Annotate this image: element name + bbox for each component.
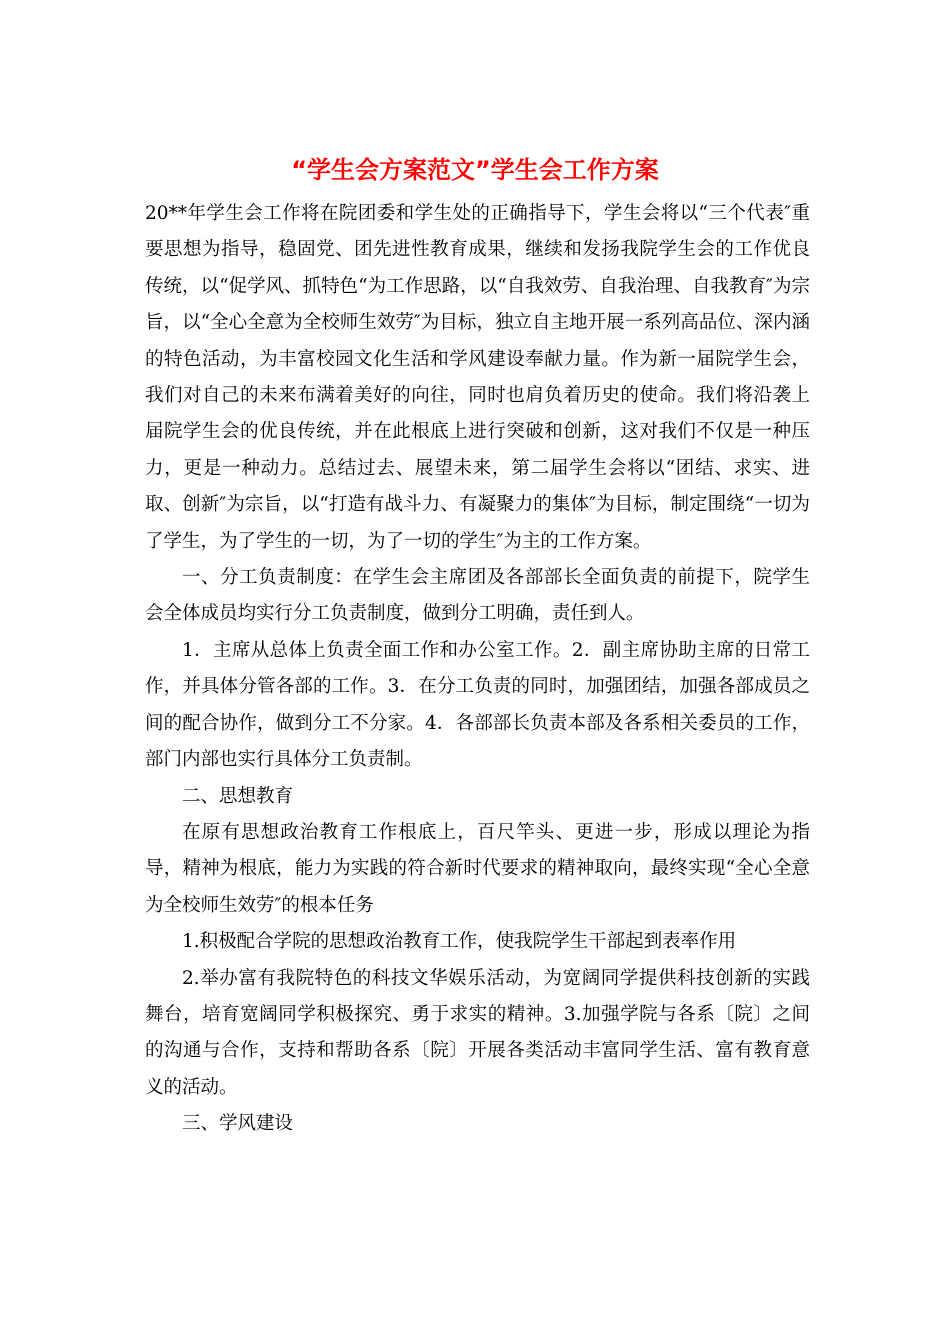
section-heading: 三、学风建设 bbox=[182, 1113, 294, 1135]
document-body bbox=[145, 196, 810, 1143]
section-paragraph: 1.积极配合学院的思想政治教育工作，使我院学生干部起到表率作用 bbox=[182, 931, 737, 953]
section-paragraph: 2.举办富有我院特色的科技文华娱乐活动，为宽阔同学提供科技创新的实践舞台，培育宽阔同学积极探究、勇于求实的精神。3.加强学院与各系〔院〕之间的沟通与合作，支持和帮助各系〔院〕开展各类活动丰富同学生活、富有教育意义的活动。 bbox=[145, 967, 810, 1098]
section-heading: 二、思想教育 bbox=[182, 785, 294, 807]
intro-paragraph: 20**年学生会工作将在院团委和学生处的正确指导下，学生会将以“三个代表″重要思想为指导，稳固党、团先进性教育成果，继续和发扬我院学生会的工作优良传统，以“促学风、抓特色“为工作思路，以“自我效劳、自我治理、自我教育″为宗旨，以“全心全意为全校师生效劳″为目标，独立自主地开展一系列高品位、深内涵的特色活动，为丰富校园文化生活和学风建设奉献力量。作为新一届院学生会，我们对自己的未来布满着美好的向往，同时也肩负着历史的使命。我们将沿袭上届院学生会的优良传统，并在此根底上进行突破和创新，这对我们不仅是一种压力，更是一种动力。总结过去、展望未来，第二届学生会将以“团结、求实、进取、创新″为宗旨，以“打造有战斗力、有凝聚力的集体″为目标，制定围绕“一切为了学生，为了学生的一切，为了一切的学生″为主的工作方案。 bbox=[145, 203, 810, 552]
document-title: “学生会方案范文”学生会工作方案 bbox=[291, 156, 659, 184]
section-paragraph: 1．主席从总体上负责全面工作和办公室工作。2．副主席协助主席的日常工作，并具体分管各部的工作。3．在分工负责的同时，加强团结，加强各部成员之间的配合协作，做到分工不分家。4．各部部长负责本部及各系相关委员的工作，部门内部也实行具体分工负责制。 bbox=[145, 639, 810, 771]
section-paragraph: 在原有思想政治教育工作根底上，百尺竿头、更进一步，形成以理论为指导，精神为根底，能力为实践的符合新时代要求的精神取向，最终实现“全心全意为全校师生效劳″的根本任务 bbox=[145, 821, 810, 916]
section-paragraph: 一、分工负责制度：在学生会主席团及各部部长全面负责的前提下，院学生会全体成员均实行分工负责制度，做到分工明确，责任到人。 bbox=[145, 567, 810, 625]
